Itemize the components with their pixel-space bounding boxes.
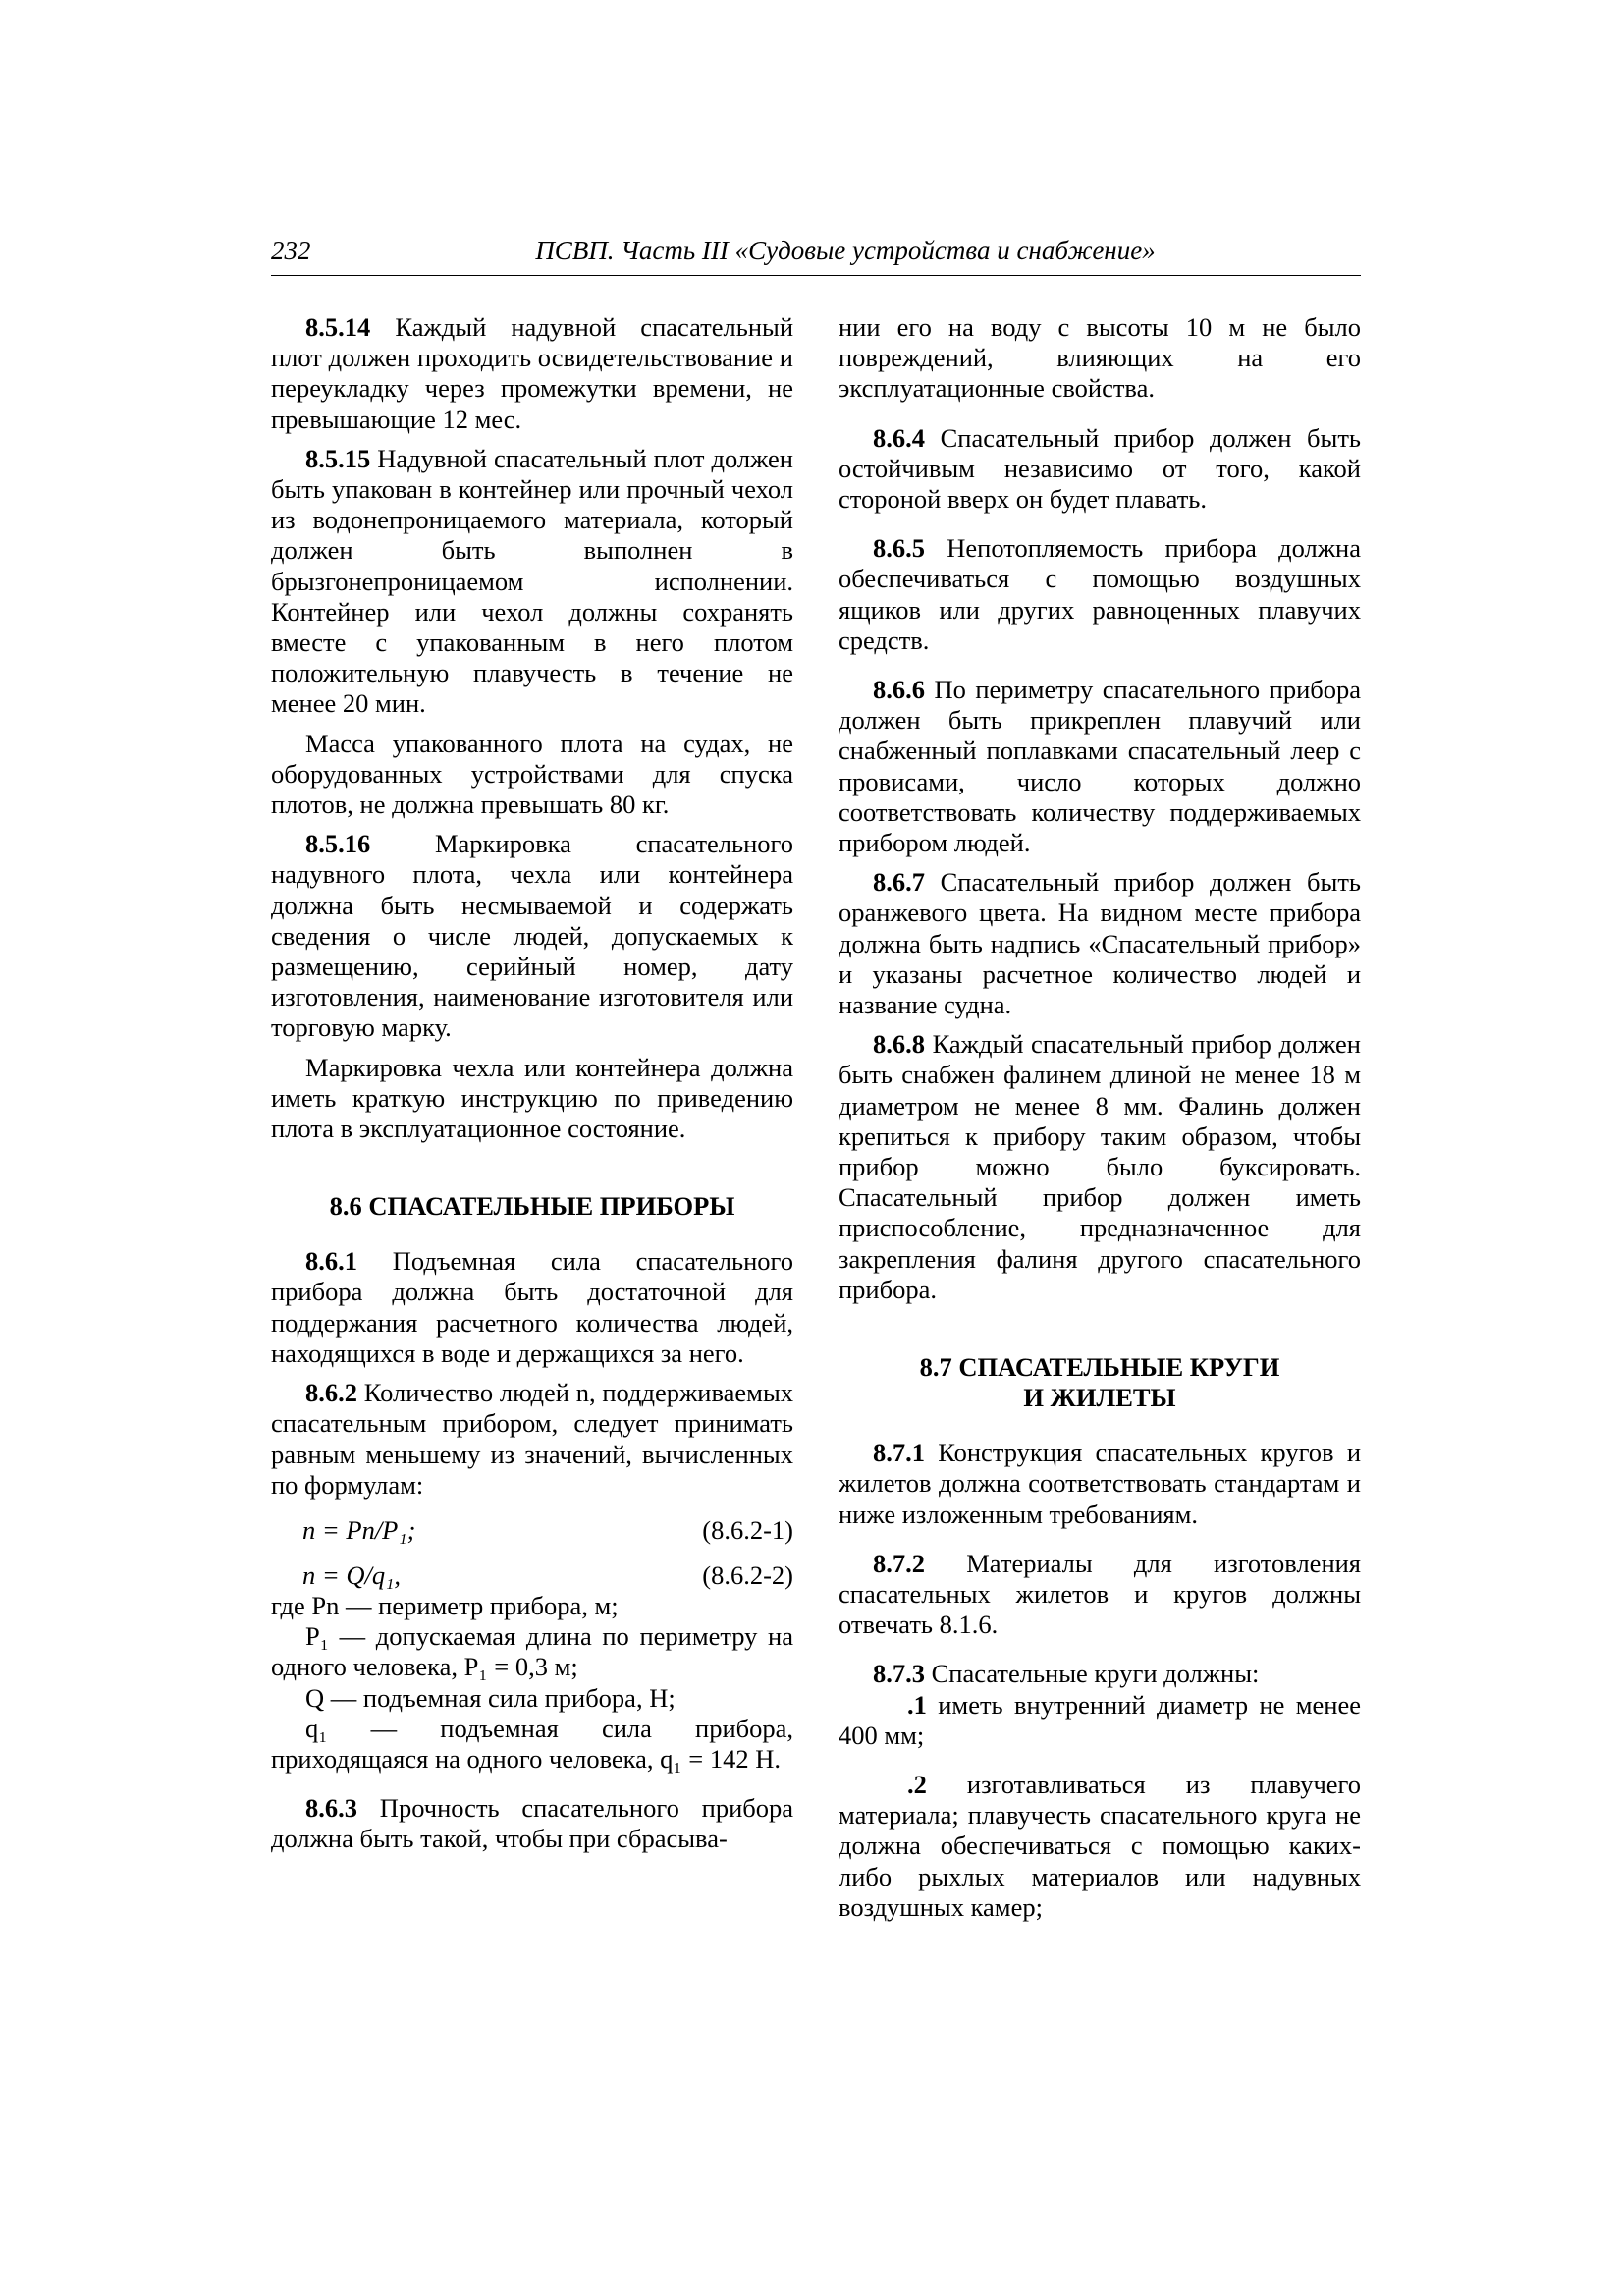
clause-text: Прочность спасательного прибора должна быть такой, чтобы при сбрасыва- — [271, 1793, 793, 1854]
clause-text: Материалы для изготовления спасательных жилетов и кругов должны отвечать 8.1.6. — [839, 1548, 1361, 1640]
paragraph-8-5-14 — [271, 312, 793, 435]
section-heading-8-6: 8.6 СПАСАТЕЛЬНЫЕ ПРИБОРЫ — [329, 1191, 735, 1222]
formula-expression: n = Q/q₁, — [302, 1559, 401, 1590]
paragraph-8-6-3-continued: нии его на воду с высоты 10 м не было повреждений, влияющих на его эксплуатационные свойства. — [839, 312, 1361, 404]
where-line-lift-per-person: q₁ — подъемная сила прибора, приходящаяся на одного человека, q₁ = 142 Н. — [271, 1713, 793, 1774]
clause-text: По периметру спасательного прибора должен быть прикреплен плавучий или снабженный поплавками спасательный леер с провисами, число которых должно соответствовать количеству поддерживаемых прибором людей. — [839, 675, 1361, 858]
paragraph-8-6-5 — [839, 533, 1361, 656]
clause-number: 8.6.6 — [873, 675, 925, 705]
header-title: ПСВП. Часть III «Судовые устройства и снабжение» — [535, 236, 1156, 265]
clause-number: 8.6.5 — [873, 533, 925, 564]
paragraph-8-6-2 — [271, 1378, 793, 1501]
clause-number: 8.6.1 — [305, 1246, 357, 1277]
item-number: .1 — [907, 1689, 927, 1720]
clause-number: 8.7.1 — [873, 1438, 925, 1468]
clause-number: 8.5.16 — [305, 829, 371, 859]
where-line-lift-force: Q — подъемная сила прибора, Н; — [305, 1682, 676, 1713]
right-column — [839, 312, 1361, 1923]
clause-number: 8.5.15 — [305, 443, 371, 473]
clause-text: Конструкция спасательных кругов и жилетов должна соответствовать стандартам и ниже изложенным требованиям. — [839, 1438, 1361, 1529]
left-column — [271, 312, 793, 1855]
clause-text: Спасательные круги должны: — [925, 1659, 1260, 1689]
clause-text: Непотопляемость прибора должна обеспечиваться с помощью воздушных ящиков или других равноценных плавучих средств. — [839, 533, 1361, 655]
formula-number: (8.6.2-1) — [702, 1514, 793, 1545]
list-item-1 — [839, 1690, 1361, 1751]
section-heading-line: 8.7 СПАСАТЕЛЬНЫЕ КРУГИ — [919, 1352, 1280, 1383]
clause-number: 8.5.14 — [305, 312, 371, 342]
page-number: 232 — [271, 236, 311, 265]
formula-expression: n = Pn/P₁; — [302, 1514, 416, 1545]
clause-number: 8.6.7 — [873, 867, 925, 898]
running-header — [271, 232, 1361, 276]
item-text: иметь внутренний диаметр не менее 400 мм; — [839, 1689, 1361, 1750]
paragraph-8-6-7 — [839, 867, 1361, 1020]
clause-text: Надувной спасательный плот должен быть упакован в контейнер или прочный чехол из водонепроницаемого материала, который должен быть выполнен в брызгонепроницаемом исполнении. Контейнер или чехол должны сохранять вместе с упакованным в него плотом положительную плавучесть в течение не менее 20 мин. — [271, 443, 793, 719]
clause-number: 8.6.2 — [305, 1378, 357, 1408]
clause-number: 8.6.8 — [873, 1029, 925, 1060]
paragraph-8-6-3 — [271, 1793, 793, 1854]
paragraph-8-6-1 — [271, 1246, 793, 1369]
clause-text: Спасательный прибор должен быть остойчивым независимо от того, какой стороной вверх он будет плавать. — [839, 422, 1361, 515]
list-item-2 — [839, 1770, 1361, 1923]
paragraph-8-6-8 — [839, 1029, 1361, 1305]
section-heading-8-7 — [839, 1352, 1361, 1413]
paragraph-8-7-3 — [839, 1659, 1361, 1689]
paragraph-8-7-1 — [839, 1438, 1361, 1530]
formula-8-6-2-2 — [271, 1560, 793, 1591]
clause-text: Подъемная сила спасательного прибора должна быть достаточной для поддержания расчетного количества людей, находящихся в воде и держащихся за него. — [271, 1246, 793, 1368]
paragraph-8-6-6 — [839, 675, 1361, 858]
paragraph-8-7-2 — [839, 1549, 1361, 1641]
clause-number: 8.6.4 — [873, 422, 925, 453]
where-line-length: P₁ — допускаемая длина по периметру на одного человека, P₁ = 0,3 м; — [271, 1621, 793, 1682]
paragraph-8-5-15 — [271, 444, 793, 720]
paragraph-8-5-16-marking: Маркировка чехла или контейнера должна иметь краткую инструкцию по приведению плота в эксплуатационное состояние. — [271, 1052, 793, 1144]
where-line-perimeter: где Pn — периметр прибора, м; — [271, 1590, 619, 1620]
formula-number: (8.6.2-2) — [702, 1559, 793, 1590]
clause-text: Маркировка спасательного надувного плота, чехла или контейнера должна быть несмываемой и содержать сведения о числе людей, допускаемых к размещению, серийный номер, дату изготовления, наименование изготовителя или торговую марку. — [271, 829, 793, 1043]
clause-text: Каждый спасательный прибор должен быть снабжен фалинем длиной не менее 18 м диаметром не менее 8 мм. Фалинь должен крепиться к прибору таким образом, чтобы прибор можно было буксировать. Спасательный прибор должен иметь приспособление, предназначенное для закрепления фалиня другого спасательного прибора. — [839, 1029, 1361, 1304]
formula-8-6-2-1 — [271, 1515, 793, 1546]
paragraph-8-5-16 — [271, 829, 793, 1043]
clause-text: Каждый надувной спасательный плот должен проходить освидетельствование и переукладку через промежутки времени, не превышающие 12 мес. — [271, 312, 793, 434]
clause-number: 8.6.3 — [305, 1793, 357, 1824]
clause-text: Количество людей n, поддерживаемых спасательным прибором, следует принимать равным меньшему из значений, вычисленных по формулам: — [271, 1378, 793, 1500]
paragraph-8-5-15-mass: Масса упакованного плота на судах, не оборудованных устройствами для спуска плотов, не должна превышать 80 кг. — [271, 728, 793, 820]
clause-number: 8.7.3 — [873, 1659, 925, 1689]
section-heading-line: И ЖИЛЕТЫ — [1023, 1383, 1176, 1413]
item-number: .2 — [907, 1769, 927, 1799]
clause-number: 8.7.2 — [873, 1548, 925, 1578]
paragraph-8-6-4 — [839, 423, 1361, 516]
item-text: изготавливаться из плавучего материала; плавучесть спасательного круга не должна обеспечиваться с помощью каких-либо рыхлых материалов или надувных воздушных камер; — [839, 1769, 1361, 1922]
clause-text: Спасательный прибор должен быть оранжевого цвета. На видном месте прибора должна быть надпись «Спасательный прибор» и указаны расчетное количество людей и название судна. — [839, 867, 1361, 1020]
